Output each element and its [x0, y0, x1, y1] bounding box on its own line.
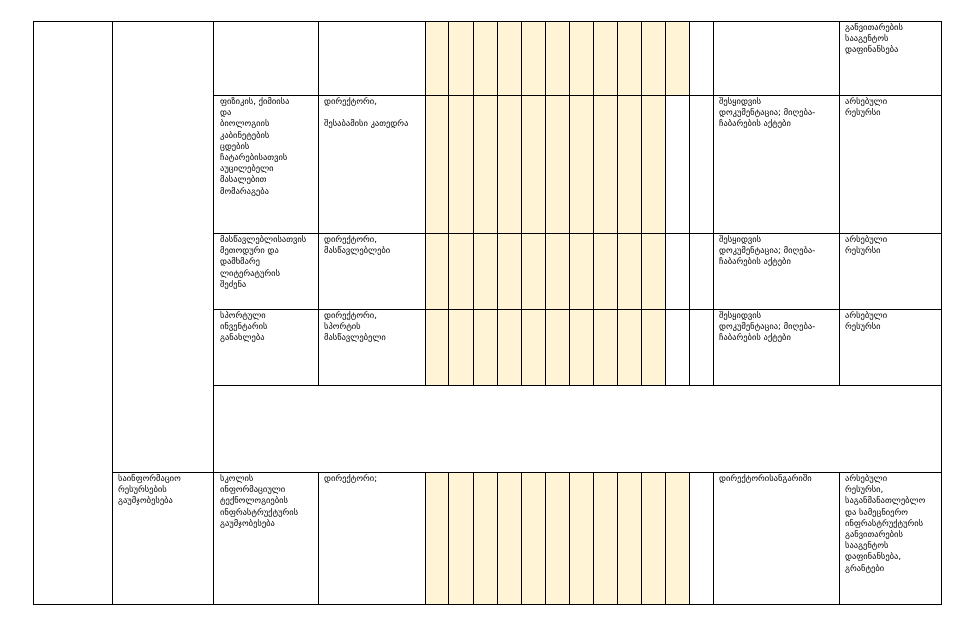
row-5-responsible: დირექტორი;: [324, 474, 378, 484]
shade-row-5: [425, 472, 689, 605]
row-3-funding: არსებული რესურსი: [845, 235, 888, 257]
row-1-funding: განვითარების სააგენტოს დაფინანსება: [845, 23, 903, 56]
row-5-objective: საინფორმაციო რესურსების გაუმჯობესება: [118, 474, 181, 507]
shade-row-1: [425, 22, 689, 95]
row-5-action: სკოლის ინფორმაციული ტექნოლოგიების ინფრასტრუქტურის გაუმჯობესება: [220, 474, 299, 529]
row-3-source: შესყიდვის დოკუმენტაცია; მიღება- ჩაბარების აქტები: [719, 235, 816, 268]
row-4-source: შესყიდვის დოკუმენტაცია; მიღება- ჩაბარების აქტები: [719, 311, 816, 344]
row-3-action: მასწავლებლისათვის მეთოდური და დამხმარე ლიტერატურის შეძენა: [220, 235, 307, 290]
row-2-source: შესყიდვის დოკუმენტაცია; მიღება- ჩაბარების აქტები: [719, 97, 816, 130]
row-5-source: დირექტორისანგარიში: [719, 474, 812, 484]
row-3-responsible: დირექტორი, მასწავლებლები: [324, 235, 391, 257]
row-2-funding: არსებული რესურსი: [845, 97, 888, 119]
row-4-responsible: დირექტორი, სპორტის მასწავლებელი: [324, 311, 386, 344]
row-5-funding: არსებული რესურსი, საგანმანათლებლო და სამეცნიერო ინფრასტრუქტურის განვითარების სააგენტოს დაფინანსება, გრანტები: [845, 474, 926, 574]
row-4-funding: არსებული რესურსი: [845, 311, 888, 333]
row-2-action: ფიზიკის, ქიმიისა და ბიოლოგიის კაბინეტების ცდების ჩატარებისათვის აუცილებელი მასალებით მომარაგება: [220, 97, 290, 197]
row-2-responsible: დირექტორი, შესაბამისი კათედრა: [324, 97, 409, 130]
row-4-action: სპორტული ინვენტარის განახლება: [220, 311, 268, 344]
timeline-shading: [425, 22, 689, 605]
